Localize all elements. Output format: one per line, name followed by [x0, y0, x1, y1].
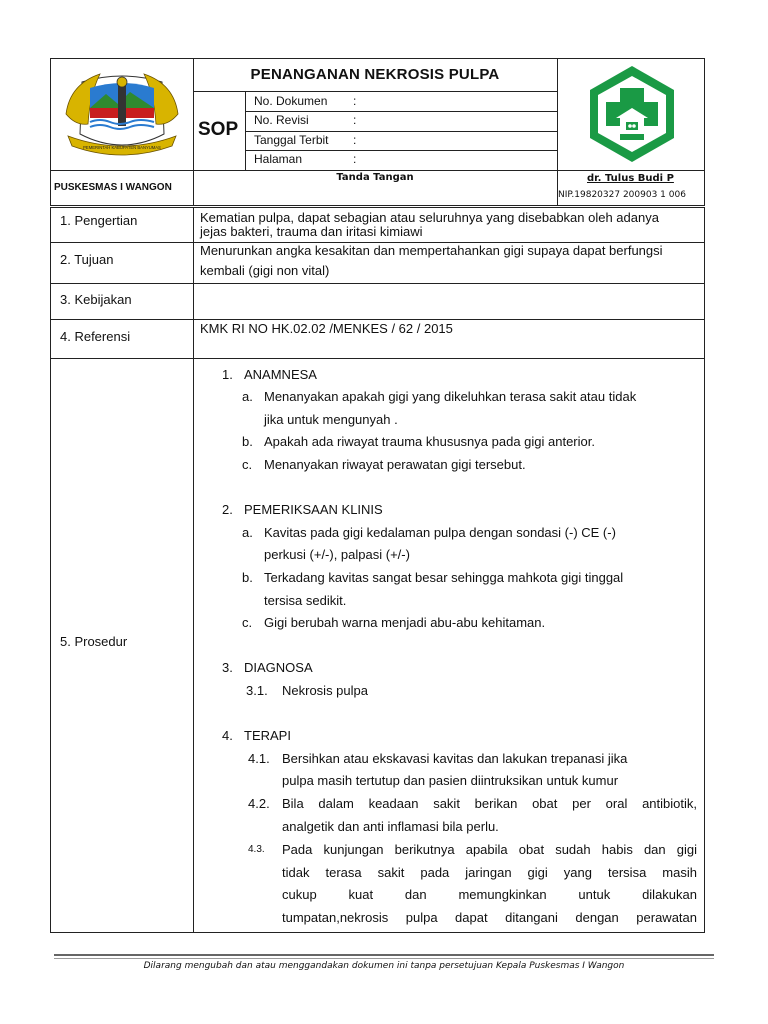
signer-nip: NIP.19820327 200903 1 006	[558, 190, 686, 200]
pemeriksaan-b-mark: b.	[242, 570, 253, 585]
pemeriksaan-a-mark: a.	[242, 525, 253, 540]
field-halaman-sep: :	[353, 152, 357, 166]
anamnesa-a-mark: a.	[242, 389, 253, 404]
prosedur-pemeriksaan-title: PEMERIKSAAN KLINIS	[244, 502, 383, 517]
prosedur-anamnesa-title: ANAMNESA	[244, 367, 317, 382]
sop-label: SOP	[198, 119, 239, 140]
district-logo	[60, 64, 184, 164]
section-tujuan-line1: Menurunkan angka kesakitan dan mempertahankan gigi supaya dapat berfungsi	[200, 243, 663, 258]
diagnosa-31-text: Nekrosis pulpa	[282, 683, 368, 698]
prosedur-terapi-num: 4.	[222, 728, 233, 743]
terapi-42-text: Bila dalam keadaan sakit berikan obat per oral antibiotik,	[282, 796, 697, 811]
terapi-42-mark: 4.2.	[248, 796, 270, 811]
prosedur-anamnesa-num: 1.	[222, 367, 233, 382]
terapi-41-mark: 4.1.	[248, 751, 270, 766]
terapi-42-cont: analgetik dan anti inflamasi bila perlu.	[282, 819, 499, 834]
anamnesa-c-text: Menanyakan riwayat perawatan gigi tersebut.	[264, 457, 526, 472]
field-no-dokumen-sep: :	[353, 94, 357, 108]
prosedur-terapi-title: TERAPI	[244, 728, 291, 743]
puskesmas-logo	[582, 64, 682, 164]
prosedur-pemeriksaan-num: 2.	[222, 502, 233, 517]
pemeriksaan-c-text: Gigi berubah warna menjadi abu-abu kehitaman.	[264, 615, 546, 630]
anamnesa-a-cont: jika untuk mengunyah .	[264, 412, 398, 427]
pemeriksaan-b-cont: tersisa sedikit.	[264, 593, 347, 608]
logo-banner-text: PEMERINTAH KABUPATEN BANYUMAS	[83, 145, 161, 150]
terapi-43-text: Pada kunjungan berikutnya apabila obat sudah habis dan gigi	[282, 842, 697, 857]
section-prosedur-label: 5. Prosedur	[60, 634, 128, 649]
section-kebijakan-label: 3. Kebijakan	[60, 292, 132, 307]
organization-name: PUSKESMAS I WANGON	[54, 182, 172, 193]
field-tanggal-terbit-sep: :	[353, 133, 357, 147]
footer-rule-top	[54, 954, 714, 956]
terapi-43-cont2: cukup kuat dan memungkinkan untuk dilakukan	[282, 887, 697, 902]
field-no-revisi-sep: :	[353, 113, 357, 127]
terapi-43-cont3: tumpatan,nekrosis pulpa dapat ditangani dengan perawatan	[282, 910, 697, 925]
prosedur-diagnosa-title: DIAGNOSA	[244, 660, 313, 675]
field-tanggal-terbit-label: Tanggal Terbit	[254, 133, 329, 147]
terapi-43-cont1: tidak terasa sakit pada jaringan gigi yang tersisa masih	[282, 865, 697, 880]
section-pengertian-line2: jejas bakteri, trauma dan iritasi kimiawi	[200, 224, 423, 239]
pemeriksaan-a-text: Kavitas pada gigi kedalaman pulpa dengan sondasi (-) CE (-)	[264, 525, 616, 540]
footer-rule-bottom	[54, 958, 714, 959]
anamnesa-c-mark: c.	[242, 457, 253, 472]
terapi-41-cont: pulpa masih tertutup dan pasien diintruksikan untuk kumur	[282, 773, 619, 788]
footer-disclaimer: Dilarang mengubah dan atau menggandakan dokumen ini tanpa persetujuan Kepala Puskesmas I Wangon	[143, 961, 625, 971]
pemeriksaan-a-cont: perkusi (+/-), palpasi (+/-)	[264, 547, 410, 562]
terapi-43-mark: 4.3.	[248, 844, 265, 855]
pemeriksaan-c-mark: c.	[242, 615, 253, 630]
terapi-41-text: Bersihkan atau ekskavasi kavitas dan lakukan trepanasi jika	[282, 751, 628, 766]
prosedur-diagnosa-num: 3.	[222, 660, 233, 675]
section-pengertian-line1: Kematian pulpa, dapat sebagian atau seluruhnya yang disebabkan oleh adanya	[200, 210, 659, 225]
field-halaman-label: Halaman	[254, 152, 303, 166]
anamnesa-b-mark: b.	[242, 434, 253, 449]
section-tujuan-line2: kembali (gigi non vital)	[200, 263, 330, 278]
section-referensi-label: 4. Referensi	[60, 329, 131, 344]
anamnesa-a-text: Menanyakan apakah gigi yang dikeluhkan terasa sakit atau tidak	[264, 389, 637, 404]
anamnesa-b-text: Apakah ada riwayat trauma khususnya pada gigi anterior.	[264, 434, 595, 449]
diagnosa-31-mark: 3.1.	[246, 683, 268, 698]
pemeriksaan-b-text: Terkadang kavitas sangat besar sehingga mahkota gigi tinggal	[264, 570, 624, 585]
section-pengertian-label: 1. Pengertian	[60, 213, 138, 228]
signer-name: dr. Tulus Budi P	[587, 173, 674, 184]
field-no-revisi-label: No. Revisi	[254, 113, 309, 127]
page-title: PENANGANAN NEKROSIS PULPA	[250, 66, 500, 83]
signature-label: Tanda Tangan	[336, 172, 414, 183]
section-tujuan-label: 2. Tujuan	[60, 252, 114, 267]
field-no-dokumen-label: No. Dokumen	[254, 94, 328, 108]
section-referensi-text: KMK RI NO HK.02.02 /MENKES / 62 / 2015	[200, 321, 453, 336]
